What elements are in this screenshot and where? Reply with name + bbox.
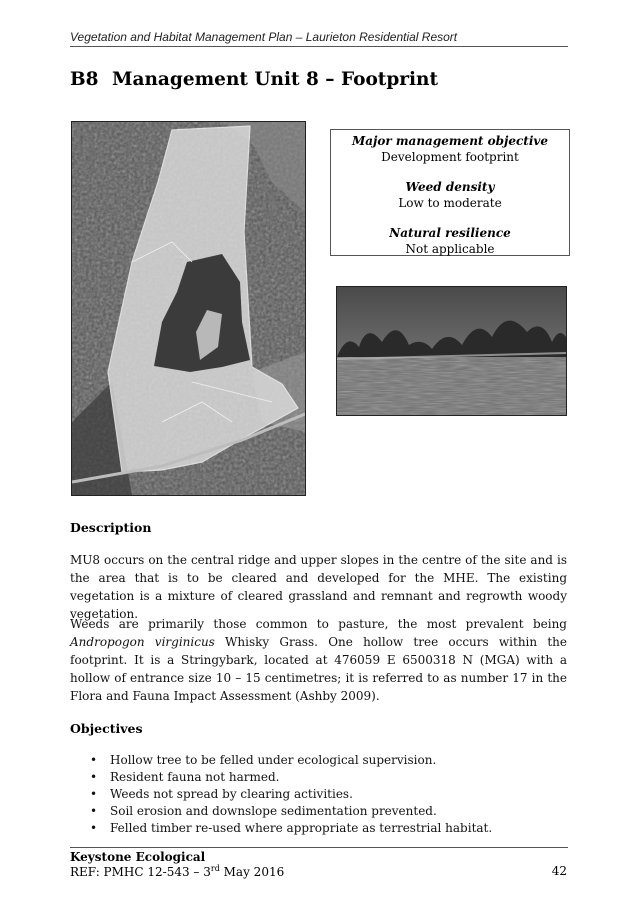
description-paragraph-1: MU8 occurs on the central ridge and upper slopes in the centre of the site and is the area that is to be cleared and developed for the MHE. The existing vegetation is a mixture of cleared grassland and remnant and regrowth woody vegetation.: [70, 553, 567, 621]
objectives-list: [70, 752, 567, 837]
description-heading: Description: [70, 520, 152, 535]
aerial-map-graphic: [72, 122, 305, 495]
section-title: [70, 69, 438, 90]
running-header: Vegetation and Habitat Management Plan – Laurieton Residential Resort: [70, 30, 458, 44]
grassland-photo-graphic: [337, 287, 566, 415]
list-item: • Felled timber re-used where appropriate as terrestrial habitat.: [90, 821, 493, 835]
bullet-icon: •: [90, 804, 98, 818]
section-title-text: Management Unit 8 – Footprint: [112, 69, 439, 90]
aerial-map-image: [71, 121, 306, 496]
bullet-icon: •: [90, 787, 98, 801]
bullet-icon: •: [90, 753, 98, 767]
footer-rule: [70, 847, 568, 848]
species-name: Andropogon virginicus: [70, 635, 215, 649]
bullet-icon: •: [90, 821, 98, 835]
list-item: • Resident fauna not harmed.: [90, 770, 280, 784]
description-paragraph-2: [70, 615, 567, 705]
natural-resilience-value: Not applicable: [405, 242, 495, 256]
management-summary-box: [330, 129, 570, 256]
para2-text-end: Whisky Grass. One hollow tree occurs within the footprint. It is a Stringybark, located at 476059 E 6500318 N (MGA) with a hollow of entrance size 10 – 15 centimetres; it is referred to as number 17 in the Flora and Fauna Impact Assessment (Ashby 2009).: [70, 635, 567, 703]
weed-density-value: Low to moderate: [398, 196, 502, 210]
section-number: B8: [70, 69, 99, 90]
footer-reference: REF: PMHC 12-543 – 3rd May 2016: [70, 864, 285, 879]
page-number: 42: [551, 864, 567, 878]
natural-resilience-label: Natural resilience: [389, 226, 511, 240]
grassland-photo: [336, 286, 567, 416]
para2-text-start: Weeds are primarily those common to pasture, the most prevalent being: [70, 617, 567, 631]
list-item: • Weeds not spread by clearing activities.: [90, 787, 353, 801]
objectives-heading: Objectives: [70, 721, 143, 736]
objective-label: Major management objective: [351, 134, 549, 148]
bullet-icon: •: [90, 770, 98, 784]
list-item: • Soil erosion and downslope sedimentation prevented.: [90, 804, 437, 818]
header-rule: [70, 46, 568, 47]
footer-organisation: Keystone Ecological: [70, 850, 206, 864]
weed-density-label: Weed density: [405, 180, 495, 194]
list-item: • Hollow tree to be felled under ecological supervision.: [90, 753, 437, 767]
objective-value: Development footprint: [381, 150, 519, 164]
